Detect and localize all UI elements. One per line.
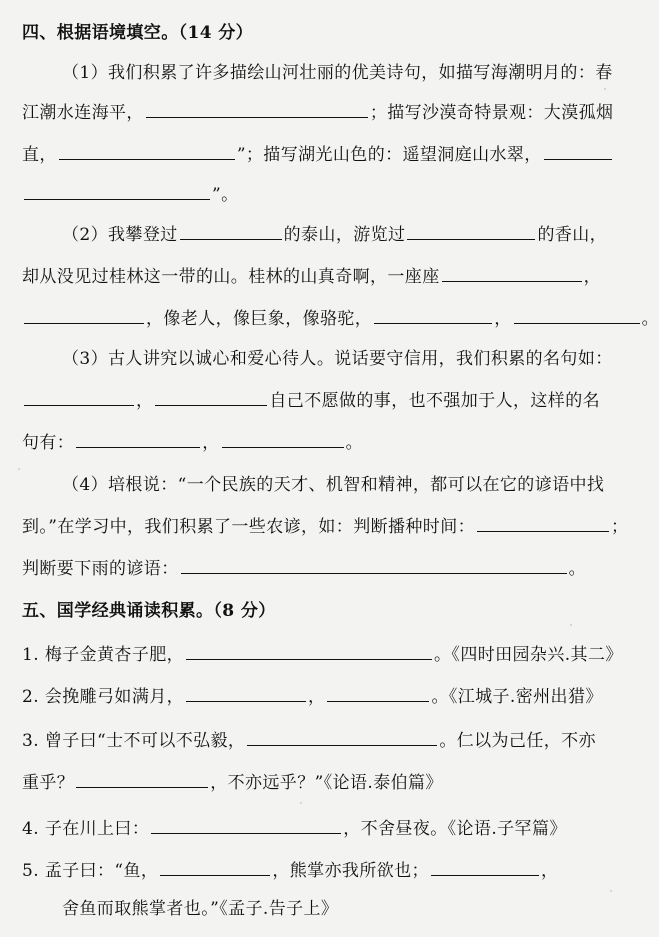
q1-text-d: ”；描写湖光山色的：遥望洞庭山水翠， bbox=[236, 145, 542, 165]
s5-item1-text-a: 1. 梅子金黄杏子肥， bbox=[22, 645, 185, 665]
s5-item3-text-d: ，不亦远乎？”《论语.泰伯篇》 bbox=[210, 773, 443, 793]
q1-text-c: 直， bbox=[22, 145, 57, 165]
scan-speck bbox=[18, 468, 20, 470]
q4-text-d: 。 bbox=[568, 559, 587, 579]
answer-blank[interactable] bbox=[160, 860, 270, 876]
answer-blank[interactable] bbox=[24, 308, 144, 324]
q3-text-c: 句有： bbox=[22, 433, 75, 453]
s5-item5-text-c: ， bbox=[540, 861, 559, 881]
s5-item3-line1 bbox=[22, 730, 596, 752]
q4-line1: （4）培根说：“一个民族的天才、机智和精神，都可以在它的谚语中找 bbox=[62, 475, 605, 495]
answer-blank[interactable] bbox=[186, 644, 432, 660]
answer-blank[interactable] bbox=[514, 308, 640, 324]
s5-item2-text-a: 2. 会挽雕弓如满月， bbox=[22, 687, 185, 707]
q3-line2 bbox=[22, 390, 600, 412]
q1-text-a: 江潮水连海平， bbox=[22, 103, 144, 123]
s5-item1-text-b: 。《四时田园杂兴.其二》 bbox=[434, 645, 623, 665]
scan-speck bbox=[300, 802, 302, 804]
answer-blank[interactable] bbox=[76, 772, 208, 788]
answer-blank[interactable] bbox=[180, 224, 282, 240]
q1-line1: （1）我们积累了许多描绘山河壮丽的优美诗句，如描写海潮明月的：春 bbox=[62, 63, 613, 83]
q3-text-a: ， bbox=[136, 391, 154, 411]
answer-blank[interactable] bbox=[477, 516, 609, 532]
s5-item3-text-a: 3. 曾子曰“士不可以不弘毅， bbox=[22, 731, 246, 751]
answer-blank[interactable] bbox=[151, 818, 341, 834]
q2-line3 bbox=[22, 308, 659, 330]
q2-text-a: （2）我攀登过 bbox=[62, 225, 178, 245]
section-5-title: 五、国学经典诵读积累。（8 分） bbox=[22, 601, 276, 621]
scan-speck bbox=[610, 890, 612, 892]
q1-line4 bbox=[22, 184, 239, 206]
answer-blank[interactable] bbox=[544, 144, 612, 160]
s5-item3-text-c: 重乎？ bbox=[22, 773, 75, 793]
q1-line3 bbox=[22, 144, 614, 166]
answer-blank[interactable] bbox=[431, 860, 539, 876]
answer-blank[interactable] bbox=[247, 730, 437, 746]
q4-text-c: 判断要下雨的谚语： bbox=[22, 559, 179, 579]
s5-item4-text-b: ，不舍昼夜。《论语.子罕篇》 bbox=[343, 819, 567, 839]
s5-item2-text-sep: ， bbox=[308, 687, 326, 707]
answer-blank[interactable] bbox=[24, 390, 134, 406]
answer-blank[interactable] bbox=[407, 224, 535, 240]
q4-line3 bbox=[22, 558, 586, 580]
s5-item4 bbox=[22, 818, 567, 840]
q1-line2 bbox=[22, 102, 613, 124]
q2-text-d: 却从没见过桂林这一带的山。桂林的山真奇啊，一座座 bbox=[22, 267, 440, 287]
q3-text-b: 自己不愿做的事，也不强加于人，这样的名 bbox=[269, 391, 601, 411]
q3-text-e: 。 bbox=[345, 433, 364, 453]
answer-blank[interactable] bbox=[59, 144, 235, 160]
answer-blank[interactable] bbox=[327, 686, 429, 702]
answer-blank[interactable] bbox=[76, 432, 200, 448]
q4-text-b: ； bbox=[611, 517, 629, 537]
q3-line3 bbox=[22, 432, 363, 454]
answer-blank[interactable] bbox=[146, 102, 368, 118]
answer-blank[interactable] bbox=[155, 390, 267, 406]
s5-item5-text-b: ，熊掌亦我所欲也； bbox=[272, 861, 429, 881]
q2-text-h: 。 bbox=[641, 309, 659, 329]
q4-line2 bbox=[22, 516, 628, 538]
s5-item5-text-a: 5. 孟子曰：“鱼， bbox=[22, 861, 159, 881]
scan-speck bbox=[604, 88, 606, 90]
q2-text-b: 的泰山，游览过 bbox=[283, 225, 406, 245]
s5-item1 bbox=[22, 644, 623, 666]
q2-text-f: ，像老人，像巨象，像骆驼， bbox=[146, 309, 373, 329]
q1-text-e: ”。 bbox=[212, 185, 239, 205]
q3-line1: （3）古人讲究以诚心和爱心待人。说话要守信用，我们积累的名句如： bbox=[62, 349, 613, 369]
s5-item3-text-b: 。仁以为己任，不亦 bbox=[439, 731, 596, 751]
s5-item2-text-b: 。《江城子.密州出猎》 bbox=[431, 687, 603, 707]
answer-blank[interactable] bbox=[374, 308, 492, 324]
scan-speck bbox=[570, 624, 572, 626]
s5-item2 bbox=[22, 686, 603, 708]
s5-item5-line1 bbox=[22, 860, 558, 882]
answer-blank[interactable] bbox=[222, 432, 344, 448]
q2-line2 bbox=[22, 266, 601, 288]
answer-blank[interactable] bbox=[24, 184, 210, 200]
s5-item4-text-a: 4. 子在川上曰： bbox=[22, 819, 150, 839]
q3-text-d: ， bbox=[202, 433, 220, 453]
q2-text-e: ， bbox=[583, 267, 602, 287]
answer-blank[interactable] bbox=[181, 558, 567, 574]
q4-text-a: 到。”在学习中，我们积累了一些农谚，如：判断播种时间： bbox=[22, 517, 475, 537]
q1-text-b: ；描写沙漠奇特景观：大漠孤烟 bbox=[369, 103, 614, 123]
q2-text-c: 的香山， bbox=[537, 225, 608, 245]
q2-text-g: ， bbox=[494, 309, 512, 329]
answer-blank[interactable] bbox=[186, 686, 306, 702]
q2-line1 bbox=[62, 224, 607, 246]
s5-item3-line2 bbox=[22, 772, 443, 794]
s5-item5-line2: 舍鱼而取熊掌者也。”《孟子.告子上》 bbox=[62, 899, 339, 919]
answer-blank[interactable] bbox=[442, 266, 582, 282]
section-4-title: 四、根据语境填空。（14 分） bbox=[22, 23, 254, 43]
